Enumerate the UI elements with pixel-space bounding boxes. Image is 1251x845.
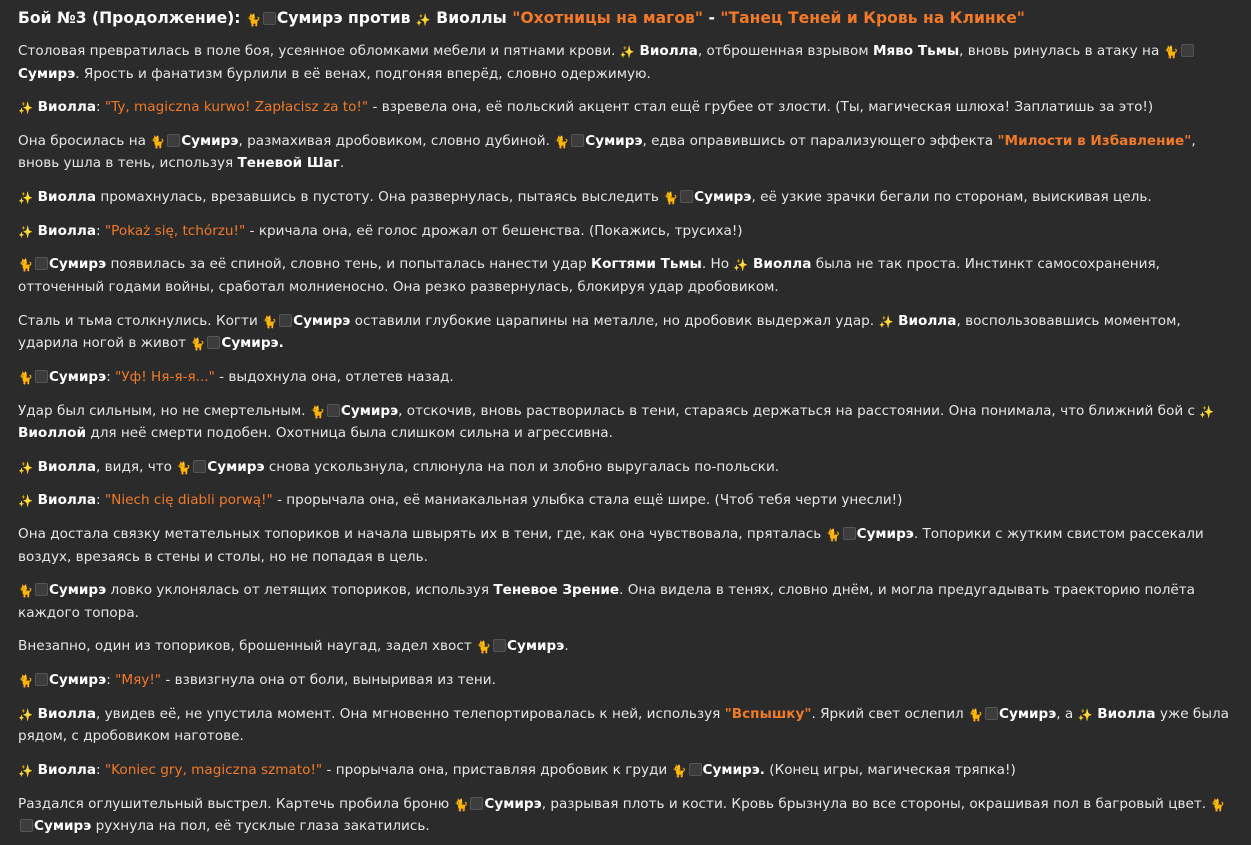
plain-text: Она бросилась на <box>18 132 151 149</box>
cat-icon: 🐈 <box>1163 45 1179 59</box>
black-square-icon <box>279 314 292 327</box>
bold-text: Теневое Зрение <box>493 582 620 599</box>
plain-text: для неё смерти подобен. Охотница была слишком сильна и агрессивна. <box>86 425 613 441</box>
plain-text: , видя, что <box>96 458 177 475</box>
highlight-text: "Милости в Избавление" <box>997 132 1192 149</box>
bold-text: Теневой Шаг <box>237 155 340 172</box>
story-paragraph <box>18 635 1237 658</box>
plain-text: : <box>96 99 105 116</box>
black-square-icon <box>35 673 48 686</box>
story-paragraph <box>18 186 1237 209</box>
plain-text: Раздался оглушительный выстрел. Картечь пробила броню <box>18 795 454 812</box>
black-square-icon <box>35 370 48 383</box>
cat-icon: 🐈 <box>150 134 166 149</box>
sparkles-icon: ✨ <box>18 224 33 239</box>
highlight-text: "Танец Теней и Кровь на Клинке" <box>720 9 1025 27</box>
bold-text: Сумирэ <box>48 256 107 273</box>
bold-text: Сумирэ <box>18 65 76 82</box>
cat-icon: 🐈 <box>825 528 841 543</box>
bold-text: Виолла <box>634 43 698 59</box>
cat-icon: 🐈 <box>18 370 33 385</box>
bold-text: Сумирэ. <box>221 335 284 352</box>
bold-text: Сумирэ <box>48 672 107 689</box>
bold-text: Виоллы <box>430 9 513 27</box>
sparkles-icon: ✨ <box>1077 707 1093 722</box>
story-paragraph <box>18 400 1237 445</box>
cat-icon: 🐈 <box>18 674 33 689</box>
story-paragraph <box>18 456 1237 479</box>
plain-text: , размахивая дробовиком, словно дубиной. <box>238 132 555 149</box>
bold-text: Виоллой <box>18 425 87 441</box>
story-paragraph <box>18 703 1237 748</box>
sparkles-icon: ✨ <box>733 258 749 273</box>
plain-text: - выдохнула она, отлетев назад. <box>214 368 454 385</box>
bold-text: Виолла <box>1092 705 1156 722</box>
black-square-icon <box>689 763 702 776</box>
cat-icon: 🐈 <box>18 258 33 273</box>
story-paragraph <box>18 40 1237 85</box>
plain-text: , воспользовавшись моментом, ударила ногой в живот <box>18 312 1181 352</box>
bold-text: Виолла <box>32 492 96 509</box>
plain-text: появилась за её спиной, словно тень, и попыталась нанести удар <box>106 256 592 273</box>
bold-text: Виолла <box>32 458 96 475</box>
quote-text: "Мяу!" <box>115 672 162 689</box>
bold-text: Сумирэ <box>999 705 1057 722</box>
story-paragraph <box>18 96 1237 119</box>
plain-text: : <box>96 492 105 509</box>
bold-text: Виолла <box>32 762 96 778</box>
black-square-icon <box>843 527 856 540</box>
black-square-icon <box>20 819 33 832</box>
plain-text: , разрывая плоть и кости. Кровь брызнула во все стороны, окрашивая пол в багровый цвет. <box>541 795 1211 812</box>
story-paragraph <box>18 253 1237 298</box>
story-body <box>18 40 1237 838</box>
bold-text: Виолла <box>748 256 812 273</box>
bold-text: Сумирэ <box>181 132 239 149</box>
sparkles-icon: ✨ <box>18 460 33 475</box>
story-paragraph <box>18 669 1237 692</box>
plain-text: рухнула на пол, её тусклые глаза закатились. <box>91 818 430 835</box>
sparkles-icon: ✨ <box>18 764 33 778</box>
sparkles-icon: ✨ <box>415 13 431 27</box>
black-square-icon <box>193 460 206 473</box>
plain-text: - прорычала она, её маниакальная улыбка стала ещё шире. (Чтоб тебя черти унесли!) <box>272 492 903 509</box>
plain-text: , а <box>1056 705 1078 722</box>
plain-text: : <box>106 672 116 689</box>
plain-text: (Конец игры, магическая тряпка!) <box>764 762 1016 778</box>
plain-text: . Топорики с жутким свистом рассекали воздух, врезаясь в стены и столы, но не попадая в цель. <box>18 526 1204 565</box>
story-paragraph <box>18 366 1237 389</box>
plain-text: - прорычала она, приставляя дробовик к груди <box>322 762 672 778</box>
cat-icon: 🐈 <box>453 797 469 812</box>
plain-text: Она достала связку метательных топориков и начала швырять их в тени, где, как она чувствовала, пряталась <box>18 526 826 543</box>
black-square-icon <box>680 190 693 203</box>
plain-text: , её узкие зрачки бегали по сторонам, выискивая цель. <box>751 189 1152 206</box>
story-paragraph <box>18 759 1237 782</box>
plain-text: . Она видела в тенях, словно днём, и могла предугадывать траекторию полёта каждого топора. <box>18 582 1196 621</box>
quote-text: "Уф! Ня-я-я..." <box>115 368 215 385</box>
plain-text: , едва оправившись от парализующего эффекта <box>642 132 998 149</box>
plain-text: снова ускользнула, сплюнула на пол и злобно выругалась по-польски. <box>264 458 780 475</box>
quote-text: "Koniec gry, magiczna szmato!" <box>104 762 323 778</box>
black-square-icon <box>985 707 998 720</box>
cat-icon: 🐈 <box>671 764 687 778</box>
plain-text: , увидев её, не упустила момент. Она мгновенно телепортировалась к ней, используя <box>96 705 725 722</box>
plain-text: была не так проста. Инстинкт самосохранения, отточенный годами войны, сработал молниеносно. Она резко развернулась, блокируя удар дробовиком. <box>18 256 1160 295</box>
plain-text: Удар был сильным, но не смертельным. <box>18 402 310 419</box>
plain-text: уже была рядом, с дробовиком наготове. <box>18 705 1230 745</box>
bold-text: Сумирэ. <box>702 762 765 778</box>
sparkles-icon: ✨ <box>18 101 33 116</box>
sparkles-icon: ✨ <box>18 707 33 722</box>
black-square-icon <box>263 12 276 25</box>
bold-text: Сумирэ <box>694 189 752 206</box>
sparkles-icon: ✨ <box>619 45 635 59</box>
story-paragraph <box>18 793 1237 838</box>
black-square-icon <box>35 583 48 596</box>
plain-text: , вновь ушла в тень, используя <box>18 132 1196 172</box>
bold-text: Виолла <box>32 189 96 206</box>
sparkles-icon: ✨ <box>878 314 894 329</box>
black-square-icon <box>493 639 506 652</box>
bold-text: Сумирэ <box>207 458 265 475</box>
black-square-icon <box>207 336 220 349</box>
bold-text: Сумирэ против <box>276 9 416 27</box>
story-title <box>18 7 1237 29</box>
black-square-icon <box>327 404 340 417</box>
plain-text: , вновь ринулась в атаку на <box>959 43 1164 59</box>
cat-icon: 🐈 <box>968 707 984 722</box>
bold-text: Виолла <box>32 705 96 722</box>
black-square-icon <box>167 134 180 147</box>
bold-text: Виолла <box>32 99 96 116</box>
cat-icon: 🐈 <box>1210 797 1226 812</box>
bold-text: Сумирэ <box>484 795 542 812</box>
plain-text: , отскочив, вновь растворилась в тени, стараясь держаться на расстоянии. Она понимала, что ближний бой с <box>398 402 1200 419</box>
plain-text: промахнулась, врезавшись в пустоту. Она развернулась, пытаясь выследить <box>96 189 664 206</box>
plain-text: . Но <box>701 256 734 273</box>
cat-icon: 🐈 <box>176 460 192 475</box>
story-paragraph <box>18 310 1237 355</box>
cat-icon: 🐈 <box>663 191 679 206</box>
bold-text: Сумирэ <box>856 526 914 543</box>
sparkles-icon: ✨ <box>18 494 33 509</box>
bold-text: Виолла <box>32 222 96 239</box>
highlight-text: "Вспышку" <box>724 705 812 722</box>
bold-text: Сумирэ <box>340 402 399 419</box>
sparkles-icon: ✨ <box>1199 404 1215 419</box>
plain-text: Внезапно, один из топориков, брошенный наугад, задел хвост <box>18 638 477 655</box>
quote-text: "Pokaż się, tchórzu!" <box>104 222 246 239</box>
plain-text: - взвизгнула она от боли, выныривая из тени. <box>161 672 496 689</box>
cat-icon: 🐈 <box>245 13 261 27</box>
bold-text: Сумирэ <box>48 582 107 599</box>
bold-text: Сумирэ <box>507 638 565 655</box>
plain-text: . Ярость и фанатизм бурлили в её венах, подгоняя вперёд, словно одержимую. <box>75 65 651 82</box>
cat-icon: 🐈 <box>262 314 278 329</box>
bold-text: Бой №3 (Продолжение): <box>18 9 246 27</box>
bold-text: Сумирэ <box>34 818 92 835</box>
plain-text: оставили глубокие царапины на металле, но дробовик выдержал удар. <box>350 312 879 329</box>
plain-text: . <box>564 638 569 655</box>
bold-text: Сумирэ <box>585 132 643 149</box>
highlight-text: "Охотницы на магов" <box>512 9 704 27</box>
cat-icon: 🐈 <box>309 404 325 419</box>
black-square-icon <box>571 134 584 147</box>
cat-icon: 🐈 <box>476 640 492 655</box>
quote-text: "Niech cię diabli porwą!" <box>104 492 273 509</box>
plain-text: ловко уклонялась от летящих топориков, используя <box>106 582 494 599</box>
plain-text: - кричала она, её голос дрожал от бешенства. (Покажись, трусиха!) <box>245 222 743 239</box>
black-square-icon <box>35 257 48 270</box>
black-square-icon <box>1181 44 1194 57</box>
black-square-icon <box>470 797 483 810</box>
story-paragraph <box>18 489 1237 512</box>
bold-text: Сумирэ <box>48 368 107 385</box>
bold-text: Когтями Тьмы <box>591 256 702 273</box>
cat-icon: 🐈 <box>554 134 570 149</box>
bold-text: Сумирэ <box>293 312 351 329</box>
bold-text: Виолла <box>893 312 957 329</box>
plain-text: : <box>106 368 116 385</box>
plain-text: . Яркий свет ослепил <box>811 705 969 722</box>
story-paragraph <box>18 579 1237 624</box>
sparkles-icon: ✨ <box>18 191 33 206</box>
plain-text: : <box>96 762 105 778</box>
plain-text: - взревела она, её польский акцент стал ещё грубее от злости. (Ты, магическая шлюха! Заплатишь за это!) <box>368 99 1154 116</box>
story-paragraph <box>18 220 1237 243</box>
cat-icon: 🐈 <box>18 584 33 599</box>
quote-text: "Ty, magiczna kurwo! Zapłacisz za to!" <box>104 99 369 116</box>
plain-text: : <box>96 222 105 239</box>
bold-text: - <box>703 9 721 27</box>
plain-text: Столовая превратилась в поле боя, усеянное обломками мебели и пятнами крови. <box>18 43 620 59</box>
story-paragraph <box>18 130 1237 175</box>
cat-icon: 🐈 <box>190 337 206 352</box>
story-paragraph <box>18 523 1237 568</box>
plain-text: Сталь и тьма столкнулись. Когти <box>18 312 263 329</box>
plain-text: . <box>339 155 345 172</box>
bold-text: Мяво Тьмы <box>872 43 960 59</box>
plain-text: , отброшенная взрывом <box>697 43 873 59</box>
